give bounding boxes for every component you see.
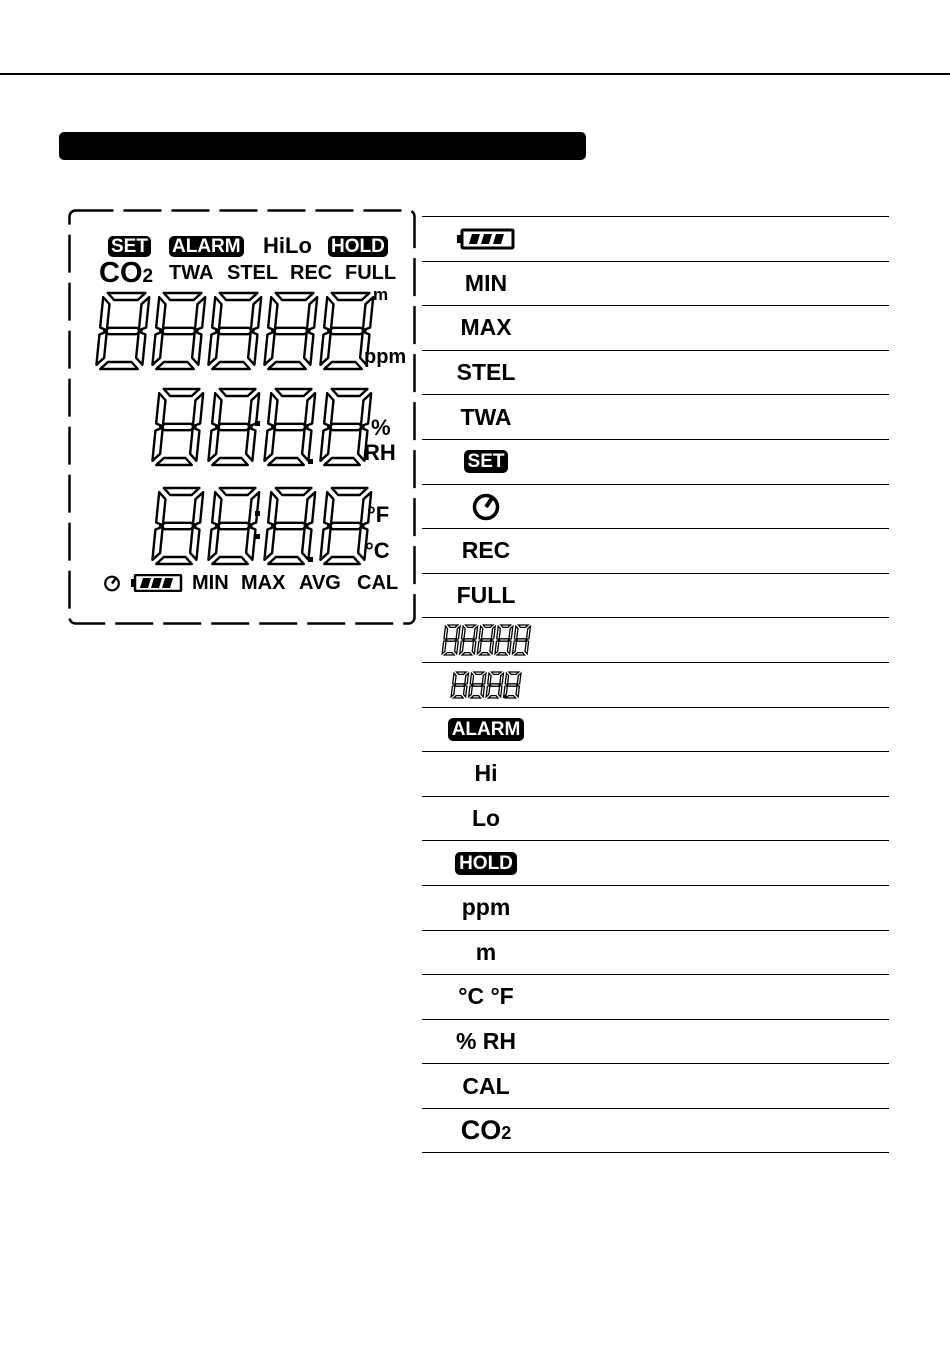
legend-row xyxy=(422,573,889,618)
legend-row xyxy=(422,662,889,707)
lcd-deg-f-unit: °F xyxy=(367,502,390,527)
legend-description xyxy=(542,574,889,618)
lcd-digit xyxy=(208,488,259,564)
legend-description xyxy=(542,841,889,885)
legend-symbol-text: ppm xyxy=(461,894,511,921)
legend-description xyxy=(542,351,889,395)
legend-symbol-text: Hi xyxy=(474,760,498,787)
lcd-deg-c-unit: °C xyxy=(365,538,390,563)
lcd-dot xyxy=(255,421,260,426)
legend-symbol-text: MIN xyxy=(464,269,508,296)
legend-symbol-text: TWA xyxy=(460,403,512,430)
legend-symbol-text: °C °F xyxy=(458,983,514,1010)
legend-symbol xyxy=(434,1064,538,1108)
lcd-dot xyxy=(255,534,260,539)
legend-row xyxy=(422,751,889,796)
legend-symbol-tag: ALARM xyxy=(448,718,525,741)
legend-symbol xyxy=(434,797,538,841)
lcd-alarm-tag: ALARM xyxy=(169,236,244,257)
timer-icon xyxy=(471,491,501,521)
legend-description xyxy=(542,975,889,1019)
legend-row xyxy=(422,439,889,484)
legend-description xyxy=(542,708,889,752)
legend-row xyxy=(422,305,889,350)
legend-symbol xyxy=(434,708,538,752)
lcd-full-label: FULL xyxy=(345,262,397,284)
legend-row xyxy=(422,707,889,752)
lcd-avg-label: AVG xyxy=(299,572,341,594)
lcd-dot xyxy=(308,557,313,562)
legend-description xyxy=(542,485,889,529)
legend-symbol xyxy=(434,886,538,930)
legend-symbol xyxy=(434,1109,538,1153)
legend-description xyxy=(542,1109,889,1153)
lcd-digit xyxy=(264,389,315,465)
lcd-hilo-label: HiLo xyxy=(263,233,312,258)
lcd-stel-label: STEL xyxy=(227,262,279,284)
legend-description xyxy=(542,886,889,930)
legend-co2-symbol xyxy=(461,1117,512,1144)
legend-symbol xyxy=(434,574,538,618)
legend-symbol xyxy=(434,351,538,395)
legend-symbol-text: FULL xyxy=(456,582,516,609)
top-rule xyxy=(0,73,950,75)
legend-symbol-tag: HOLD xyxy=(455,852,517,875)
legend-symbol xyxy=(434,841,538,885)
lcd-digit xyxy=(152,293,205,369)
legend-description xyxy=(542,262,889,306)
lcd-digit xyxy=(208,389,259,465)
legend-description xyxy=(542,797,889,841)
legend-symbol xyxy=(434,752,538,796)
legend-symbol-text: STEL xyxy=(456,359,516,386)
legend-symbol xyxy=(434,975,538,1019)
symbol-legend-table xyxy=(422,216,889,1153)
legend-row xyxy=(422,1019,889,1064)
lcd-hold-tag: HOLD xyxy=(328,236,388,257)
lcd-co-text: CO xyxy=(99,257,143,289)
legend-row xyxy=(422,840,889,885)
section-heading-bar xyxy=(59,132,586,160)
lcd-rec-label: REC xyxy=(290,262,333,284)
legend-symbol xyxy=(434,1020,538,1064)
legend-row xyxy=(422,974,889,1019)
legend-description xyxy=(542,618,889,662)
lcd-rh-unit: RH xyxy=(364,440,396,465)
lcd-digit xyxy=(264,293,317,369)
legend-symbol-tag: SET xyxy=(464,450,509,473)
lcd-dot xyxy=(255,511,260,516)
lcd-ppm-unit: ppm xyxy=(364,346,407,368)
legend-row xyxy=(422,796,889,841)
legend-symbol-text: REC xyxy=(461,537,511,564)
legend-row xyxy=(422,1108,889,1154)
lcd-percent-unit: % xyxy=(371,415,391,440)
legend-symbol xyxy=(434,529,538,573)
legend-description xyxy=(542,1020,889,1064)
legend-symbol xyxy=(434,217,538,261)
legend-description xyxy=(542,931,889,975)
legend-description xyxy=(542,306,889,350)
lcd-max-label: MAX xyxy=(241,572,286,594)
legend-symbol xyxy=(434,618,538,662)
lcd-set-tag: SET xyxy=(108,236,151,257)
lcd-cal-label: CAL xyxy=(357,572,399,594)
legend-row xyxy=(422,617,889,662)
legend-symbol-text: m xyxy=(475,938,497,965)
lcd-co2-label xyxy=(99,259,153,288)
legend-symbol-text: MAX xyxy=(460,314,512,341)
legend-symbol xyxy=(434,262,538,306)
legend-row xyxy=(422,261,889,306)
legend-symbol xyxy=(434,663,538,707)
legend-co-text: CO xyxy=(460,1115,502,1146)
lcd-m-unit: m xyxy=(373,285,389,304)
legend-symbol-text: Lo xyxy=(471,805,501,832)
lcd-display xyxy=(68,209,416,625)
legend-symbol xyxy=(434,395,538,439)
legend-symbol xyxy=(434,931,538,975)
legend-symbol xyxy=(434,485,538,529)
lcd-co2-subscript: 2 xyxy=(142,266,154,287)
lcd-digit xyxy=(152,488,203,564)
legend-row xyxy=(422,394,889,439)
four-digit-display-icon xyxy=(449,671,523,699)
legend-row xyxy=(422,216,889,261)
legend-row xyxy=(422,1063,889,1108)
legend-description xyxy=(542,217,889,261)
lcd-digit xyxy=(96,293,149,369)
legend-description xyxy=(542,752,889,796)
lcd-min-label: MIN xyxy=(192,572,229,594)
legend-row xyxy=(422,484,889,529)
legend-description xyxy=(542,1064,889,1108)
legend-description xyxy=(542,395,889,439)
legend-row xyxy=(422,528,889,573)
five-digit-display-icon xyxy=(440,624,532,656)
legend-row xyxy=(422,885,889,930)
lcd-digit xyxy=(208,293,261,369)
lcd-digit xyxy=(152,389,203,465)
legend-symbol-text: % RH xyxy=(455,1027,517,1054)
legend-description xyxy=(542,440,889,484)
legend-description xyxy=(542,663,889,707)
legend-symbol xyxy=(434,306,538,350)
lcd-dot xyxy=(308,459,313,464)
battery-icon xyxy=(457,228,515,250)
lcd-battery-icon xyxy=(131,574,183,592)
legend-description xyxy=(542,529,889,573)
lcd-timer-icon xyxy=(103,574,121,592)
legend-row xyxy=(422,930,889,975)
legend-symbol-text: CAL xyxy=(462,1072,510,1099)
legend-row xyxy=(422,350,889,395)
legend-co2-subscript: 2 xyxy=(501,1123,512,1144)
lcd-digit xyxy=(320,488,371,564)
lcd-twa-label: TWA xyxy=(169,262,214,284)
lcd-digit xyxy=(264,488,315,564)
legend-symbol xyxy=(434,440,538,484)
